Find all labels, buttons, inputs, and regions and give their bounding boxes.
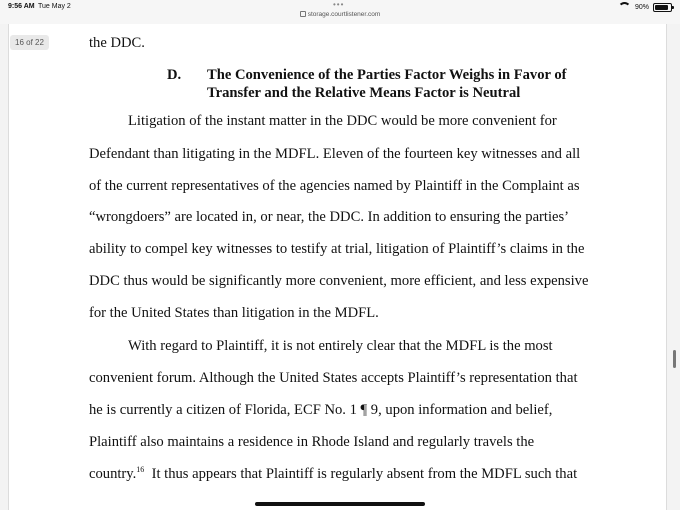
paragraph-1-line: ability to compel key witnesses to testify at trial, litigation of Plaintiff’s claims in the [89,241,585,257]
scrollbar[interactable] [673,350,676,368]
page-indicator: 16 of 22 [10,35,49,50]
status-bar [0,0,680,24]
home-indicator[interactable] [255,502,425,506]
lock-icon [300,11,306,17]
text-fragment: It thus appears that Plaintiff is regularly absent from the MDFL such that [144,466,578,482]
battery-percent: 90% [634,3,649,11]
paragraph-1-line: Defendant than litigating in the MDFL. Eleven of the fourteen key witnesses and all [89,146,581,162]
paragraph-2-line [89,466,577,483]
status-indicators [618,2,672,12]
section-letter: D. [167,67,182,83]
address-bar[interactable] [0,11,680,18]
footnote-marker[interactable]: 16 [136,465,145,475]
paragraph-1-line: for the United States than litigation in the MDFL. [89,305,379,321]
paragraph-1-line: “wrongdoers” are located in, or near, the DDC. In addition to ensuring the parties’ [89,209,570,225]
paragraph-1-line: of the current representatives of the agencies named by Plaintiff in the Complaint as [89,178,580,194]
status-date: Tue May 2 [38,3,71,10]
paragraph-2-line: With regard to Plaintiff, it is not entirely clear that the MDFL is the most [128,338,553,354]
paragraph-1-line: DDC thus would be significantly more convenient, more efficient, and less expensive [89,273,589,289]
battery-icon [653,3,672,12]
paragraph-2-line: he is currently a citizen of Florida, ECF No. 1 ¶ 9, upon information and belief, [89,402,553,418]
paragraph-2-line: convenient forum. Although the United States accepts Plaintiff’s representation that [89,370,578,386]
text-line: the DDC. [89,35,145,51]
wifi-icon [618,2,631,12]
status-time: 9:56 AM [8,3,35,10]
url-text: storage.courtlistener.com [307,11,381,18]
text-fragment: country. [89,466,137,482]
multitask-dots-icon[interactable]: ••• [333,0,345,9]
paragraph-1-line: Litigation of the instant matter in the DDC would be more convenient for [128,113,557,129]
section-heading-line-1: The Convenience of the Parties Factor Weighs in Favor of [207,67,567,83]
paragraph-2-line: Plaintiff also maintains a residence in Rhode Island and regularly travels the [89,434,535,450]
section-heading-line-2: Transfer and the Relative Means Factor is Neutral [207,85,521,101]
